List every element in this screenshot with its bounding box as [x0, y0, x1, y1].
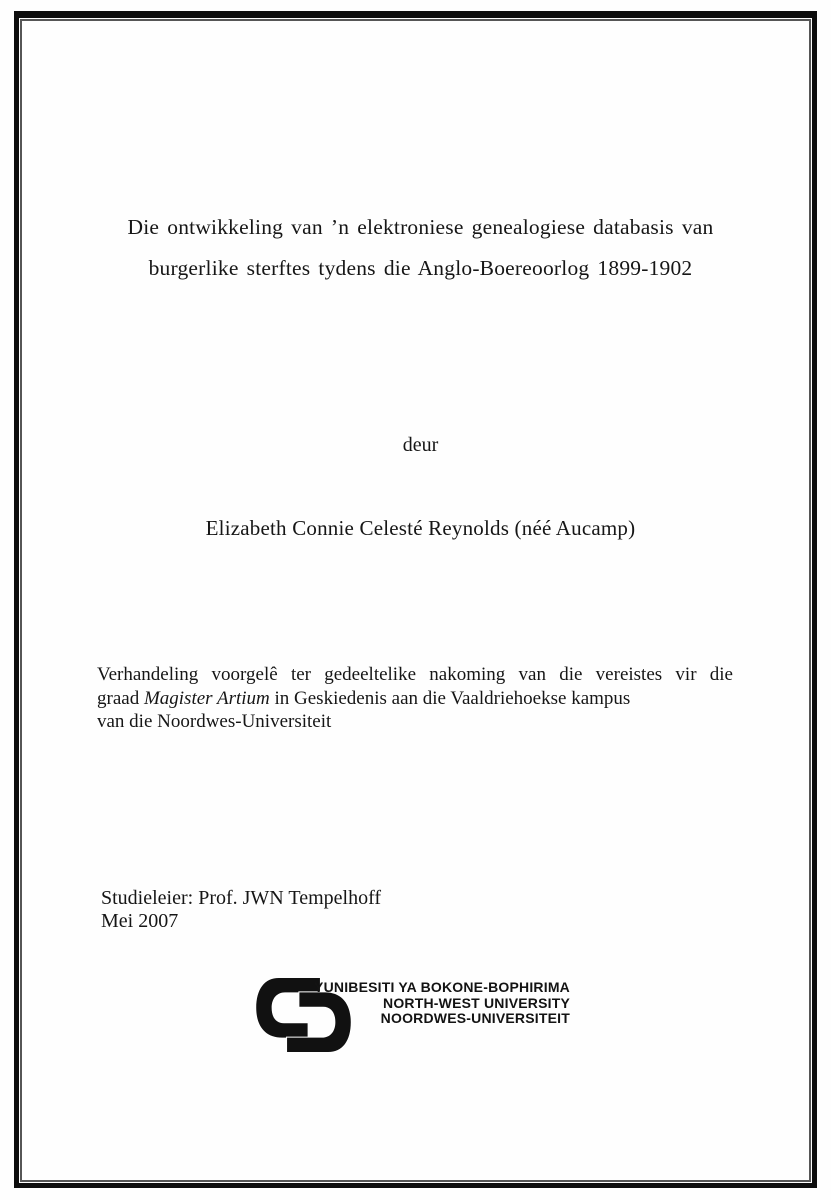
submission-line-1: Verhandeling voorgelê ter gedeeltelike nakoming van die vereistes vir die [97, 664, 733, 685]
submission-line-2 [97, 687, 733, 711]
thesis-title-line-2: burgerlike sterftes tydens die Anglo-Boereoorlog 1899-1902 [148, 256, 693, 280]
supervisor-line: Studieleier: Prof. JWN Tempelhoff [101, 887, 382, 909]
submission-line-2-suffix: in Geskiedenis aan die Vaaldriehoekse kampus [269, 687, 631, 709]
byline-label: deur [402, 434, 439, 456]
university-logo-text [310, 980, 570, 1027]
submission-statement [97, 663, 733, 734]
submission-line-2-prefix: graad [97, 687, 144, 709]
logo-text-setswana: YUNIBESITI YA BOKONE-BOPHIRIMA [314, 979, 570, 995]
thesis-title-line-1: Die ontwikkeling van ’n elektroniese genealogiese databasis van [127, 215, 714, 239]
thesis-title [10, 207, 831, 289]
degree-name-italic: Magister Artium [143, 687, 270, 709]
logo-text-english: NORTH-WEST UNIVERSITY [383, 994, 570, 1011]
date-line: Mei 2007 [101, 909, 179, 932]
submission-line-3: van die Noordwes-Universiteit [97, 711, 332, 732]
logo-text-afrikaans: NOORDWES-UNIVERSITEIT [380, 1010, 570, 1026]
supervisor-block [101, 887, 381, 932]
author-name: Elizabeth Connie Celesté Reynolds (néé Aucamp) [205, 516, 636, 540]
